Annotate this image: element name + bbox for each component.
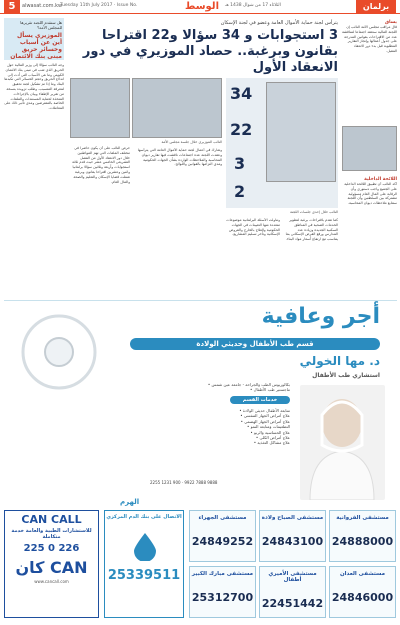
right-column-article bbox=[342, 18, 397, 298]
article-body-col-4: كما تقدم باقتراحات برغبة لتطوير الخدمات الصحية في المناطق السكنية الجديدة وزيادة عدد المدارس ورفع القرض الإسكاني بما يتناسب مع ارتفاع أسعار مواد البناء. bbox=[285, 218, 338, 242]
cancall-phone[interactable]: 225 0 226 bbox=[23, 543, 80, 554]
mp-cutout-photo bbox=[266, 82, 336, 182]
article-body-col-1: حرص النائب على أن يكون حاضرا في مختلف الملفات التي تهم المواطنين خلال دور الانعقاد الأول من الفصل التشريعي الخامس عشر حيث قدم ثلاثة استجوابات وأربعة وثلاثين سؤالا برلمانيا واثنين وعشرين اقتراحا بقانون وبرغبة شملت قضايا الإسكان والتعليم والصحة والمال العام. bbox=[72, 146, 130, 184]
right-body-1: قال مراقب مجلس الأمة النائب إن اللجنة المالية ستعقد اجتماعا لمناقشة عدد من الاقتراحات بقوانين المدرجة على جدول أعمالها وإنجاز التقارير المطلوبة قبل بدء دور الانعقاد المقبل. bbox=[342, 25, 397, 53]
ad-services-list bbox=[150, 408, 290, 446]
service-item: • علاج أمراض الكلى bbox=[255, 435, 290, 441]
hospital-phone[interactable]: 22451442 bbox=[261, 597, 324, 610]
blood-bank-number[interactable]: 25339511 bbox=[107, 568, 181, 583]
left-article-body: وجه النائب سؤالا إلى وزير المالية حول الحريق الذي شب في مبنى بنك الائتمان الكويتي وما هي الأسباب التي أدت إلى اندلاع الحريق وحجم الخسائر التي تكبدها البنك وما إذا تم تشكيل لجنة تحقيق لمعرفة المتسبب. وطلب تزويده بنسخة من تقرير الإطفاء وبيان بالإجراءات المتخذة لحماية المستندات والملفات الخاصة بالمقترضين ومدى تأثير ذلك على المعاملات. bbox=[4, 63, 64, 111]
stethoscope-icon bbox=[14, 307, 104, 397]
ad-title: أجر وعافية bbox=[261, 304, 380, 329]
hospital-phone[interactable]: 24843100 bbox=[261, 535, 324, 548]
left-article-title: الموزيرى يسأل أين عن أسباب وخسائر حريق مبنى بنك الائتمان bbox=[10, 32, 62, 60]
doctor-photo bbox=[300, 385, 385, 500]
article-kicker: يترأس لجنة حماية الأموال العامة وعضو في لجنة الإسكان bbox=[220, 20, 338, 26]
blood-bank-box bbox=[104, 510, 184, 618]
photo-caption-1: النائب الموزيري خلال جلسة مجلس الأمة bbox=[161, 140, 222, 144]
left-column-article bbox=[4, 18, 64, 298]
hospital-card bbox=[259, 510, 326, 562]
ad-doctor-name: د. مها الخولي bbox=[299, 354, 380, 368]
right-subhead-2: اللائحة الداخلية bbox=[364, 177, 397, 182]
cancall-ad bbox=[4, 510, 99, 618]
article-photo-session bbox=[132, 78, 222, 138]
hospital-phone[interactable]: 24846000 bbox=[331, 591, 394, 604]
stat-2: 2 bbox=[234, 182, 246, 201]
hospital-name: مستشفى الأميري أطفال bbox=[268, 571, 317, 583]
hospital-card bbox=[189, 510, 256, 562]
right-subhead-1: يساق bbox=[385, 20, 397, 25]
doctor-portrait-icon bbox=[300, 385, 385, 500]
cancall-title: CAN CALL bbox=[21, 513, 82, 526]
ad-doctor-role: استشاري طب الأطفال bbox=[312, 372, 380, 379]
article-photo-small bbox=[70, 78, 130, 138]
article-body-col-3: وتناولت الأسئلة البرلمانية موضوعات متعددة منها التعيينات في الجهات الحكومية والعلاج بالخارج والقروض الإسكانية وتأخر تسليم المشاريع. bbox=[226, 218, 280, 237]
page-number: 5 bbox=[4, 0, 20, 14]
photo-caption-2: النائب خلال إحدى جلسات اللجنة bbox=[290, 210, 338, 214]
stat-3: 3 bbox=[234, 154, 246, 173]
hospital-name: مستشفى الفروانية bbox=[336, 515, 389, 521]
cancall-subtitle: للاستشارات الطبية والعامة خدمة متكاملة bbox=[11, 528, 92, 540]
service-item: • علاج أمراض الجهاز التنفسي bbox=[240, 413, 290, 419]
cancall-website[interactable]: www.cancall.com bbox=[34, 579, 69, 584]
hospital-name: مستشفى الصباح ولادة bbox=[261, 515, 324, 521]
cancall-logo: كان CAN bbox=[15, 558, 88, 577]
service-item: • علاج أمراض الجهاز الهضمي bbox=[240, 418, 290, 424]
left-article-kicker: هل ستقدم اللجنة تقريرها للمجلس الأمة؟ bbox=[20, 20, 62, 30]
ad-credentials: • بكالوريوس الطب والجراحة - جامعة عين شمس • ماجستير طب الأطفال bbox=[207, 382, 290, 392]
ad-department: قسم طب الأطفال وحديثي الولادة bbox=[130, 338, 380, 350]
right-body-2: أكد النائب أن تطبيق اللائحة الداخلية على الجميع واجب دستوري وأن الرقابة على المال العام مسؤولية مشتركة بين السلطتين وأن اللجنة ستتابع ملاحظات ديوان المحاسبة. bbox=[344, 182, 397, 206]
hospital-name: مستشفى العدان bbox=[339, 571, 386, 577]
stat-22: 22 bbox=[230, 120, 253, 139]
service-item: • متابعة الأطفال حديثي الولادة bbox=[239, 408, 290, 413]
hospital-phone[interactable]: 24888000 bbox=[331, 535, 394, 548]
issue-date-arabic: الثلاثاء 17 من شوال 1438 هـ bbox=[225, 3, 281, 8]
blood-drop-icon bbox=[130, 531, 160, 561]
hospital-card bbox=[329, 566, 396, 618]
article-headline: 3 استجوابات و 34 سؤالا و22 اقتراحا بقانون وبرغبة.. حصاد الموزيري في دور الانعقاد الأول bbox=[82, 28, 338, 75]
blood-bank-heading: الاتصال على بنك الدم المركزي bbox=[106, 514, 182, 520]
section-label: برلمان bbox=[356, 0, 396, 14]
hospital-card bbox=[189, 566, 256, 618]
hospital-card bbox=[259, 566, 326, 618]
stat-34: 34 bbox=[230, 84, 253, 103]
hospital-phone[interactable]: 24849252 bbox=[191, 535, 254, 548]
site-url[interactable]: alwasat.com.kw bbox=[22, 3, 63, 9]
stats-graphic bbox=[226, 78, 338, 208]
service-item: • علاج الحساسية والربو bbox=[250, 429, 290, 435]
hospital-card bbox=[329, 510, 396, 562]
mp-portrait-photo bbox=[342, 126, 397, 171]
hospital-name: مستشفى مبارك الكبير bbox=[191, 571, 254, 577]
left-article-header bbox=[4, 18, 64, 60]
hospital-phone[interactable]: 25312700 bbox=[191, 591, 254, 604]
ad-contact-numbers: 2255 1231 900 · 9922 7888 9888 bbox=[150, 480, 218, 485]
service-item: • التطعيمات ومتابعة النمو bbox=[246, 424, 290, 430]
newspaper-logo: الوسط bbox=[185, 1, 219, 12]
ad-services-heading: خدمات القسم bbox=[230, 396, 290, 404]
issue-date: Tuesday 11th July 2017 · Issue No. bbox=[60, 3, 138, 8]
article-body-col-2: وشارك في أعمال لجنة حماية الأموال العامة التي يترأسها وعقدت اللجنة عدة اجتماعات ناقشت فيها تقارير ديوان المحاسبة والملاحظات الواردة بشأن الجهات الحكومية ومدى التزامها بالقوانين واللوائح. bbox=[137, 148, 222, 167]
hospital-name: مستشفى الجهراء bbox=[198, 515, 247, 521]
service-item: • علاج مشاكل التغذية bbox=[253, 440, 290, 446]
hospital-logo: الهرم bbox=[120, 498, 140, 506]
